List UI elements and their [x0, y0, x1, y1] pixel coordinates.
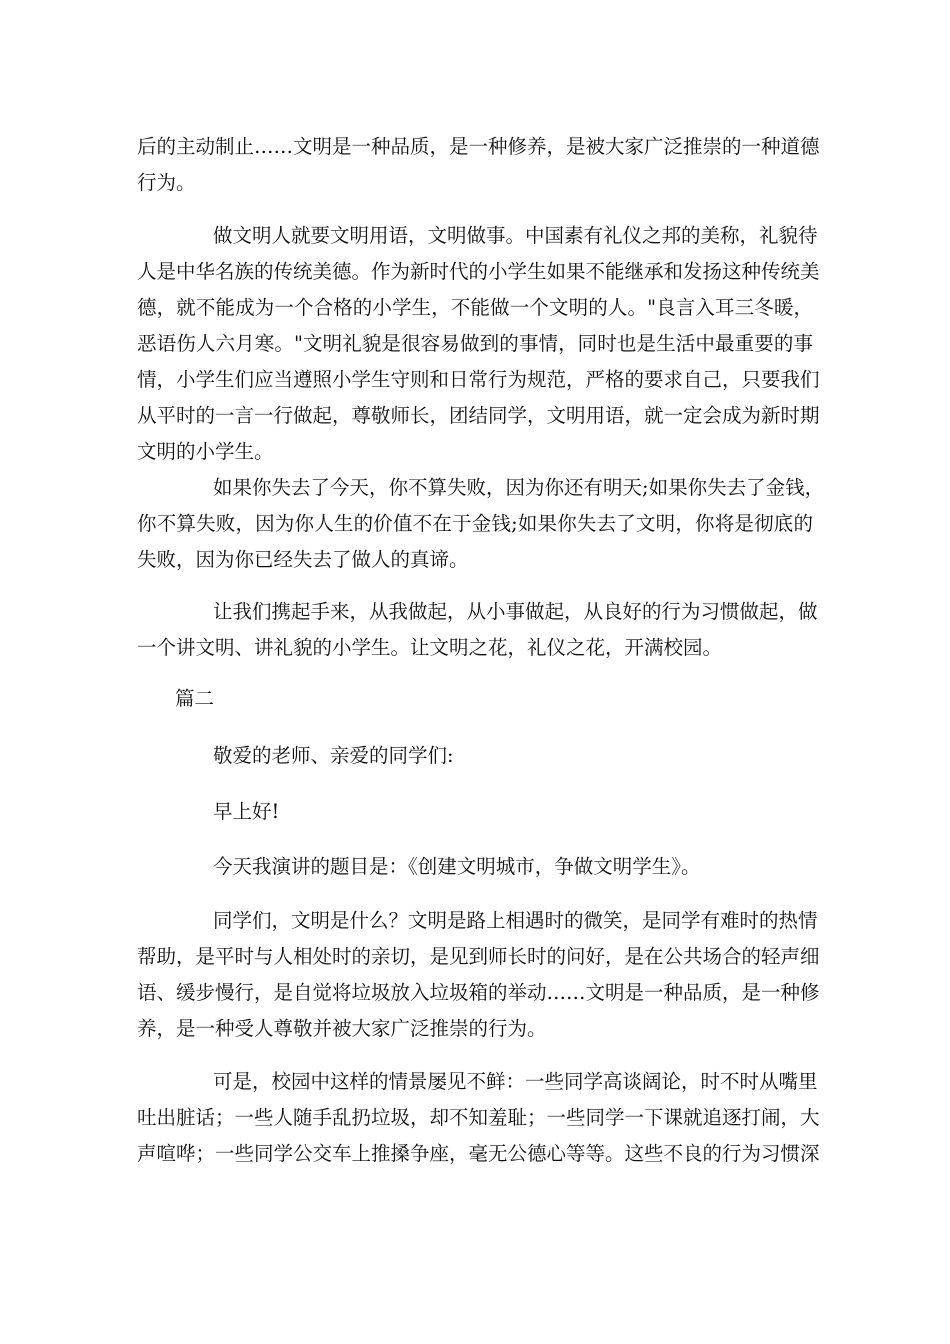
paragraph-line: 后的主动制止……文明是一种品质，是一种修养，是被大家广泛推崇的一种道德	[137, 135, 820, 158]
paragraph-line: 帮助，是平时与人相处时的亲切，是见到师长时的问好，是在公共场合的轻声细	[137, 945, 820, 968]
paragraph-4	[137, 594, 818, 666]
paragraph-line: 失败，因为你已经失去了做人的真谛。	[137, 548, 469, 571]
paragraph-3	[137, 470, 825, 578]
paragraph-line: 人是中华名族的传统美德。作为新时代的小学生如果不能继承和发扬这种传统美	[137, 260, 820, 283]
paragraph-line: 做文明人就要文明用语，文明做事。中国素有礼仪之邦的美称，礼貌待	[213, 224, 818, 247]
paragraph-line: 同学们，文明是什么？文明是路上相遇时的微笑，是同学有难时的热情	[213, 909, 818, 932]
paragraph-line: 恶语伤人六月寒。"文明礼貌是很容易做到的事情，同时也是生活中最重要的事	[137, 332, 813, 355]
paragraph-line: 从平时的一言一行做起，尊敬师长，团结同学，文明用语，就一定会成为新时期	[137, 404, 820, 427]
paragraph-line: 情，小学生们应当遵照小学生守则和日常行为规范，严格的要求自己，只要我们	[137, 368, 820, 391]
paragraph-1	[137, 129, 820, 201]
paragraph-line: 德，就不能成为一个合格的小学生，不能做一个文明的人。"良言入耳三冬暖，	[137, 296, 813, 319]
paragraph-line: 声喧哗；一些同学公交车上推搡争座，毫无公德心等等。这些不良的行为习惯深	[137, 1142, 820, 1165]
paragraph-5	[137, 903, 820, 1047]
speech-topic: 今天我演讲的题目是：《创建文明城市，争做文明学生》。	[213, 855, 701, 878]
section-heading: 篇二	[175, 687, 215, 710]
paragraph-line: 文明的小学生。	[137, 440, 274, 463]
paragraph-2	[137, 218, 820, 470]
paragraph-line: 如果你失去了今天，你不算失败，因为你还有明天;如果你失去了金钱，	[213, 476, 825, 499]
paragraph-line: 一个讲文明、讲礼貌的小学生。让文明之花，礼仪之花，开满校园。	[137, 636, 723, 659]
paragraph-6	[137, 1064, 820, 1172]
paragraph-line: 行为。	[137, 171, 196, 194]
paragraph-line: 吐出脏话；一些人随手乱扔垃圾，却不知羞耻；一些同学一下课就追逐打闹，大	[137, 1106, 820, 1129]
paragraph-line: 让我们携起手来，从我做起，从小事做起，从良好的行为习惯做起，做	[213, 600, 818, 623]
paragraph-line: 养，是一种受人尊敬并被大家广泛推崇的行为。	[137, 1017, 547, 1040]
paragraph-line: 可是，校园中这样的情景屡见不鲜：一些同学高谈阔论，时不时从嘴里	[213, 1070, 818, 1093]
paragraph-line: 语、缓步慢行，是自觉将垃圾放入垃圾箱的举动……文明是一种品质，是一种修	[137, 981, 820, 1004]
paragraph-line: 你不算失败，因为你人生的价值不在于金钱;如果你失去了文明，你将是彻底的	[137, 512, 813, 535]
salutation: 敬爱的老师、亲爱的同学们:	[213, 744, 454, 767]
greeting: 早上好!	[213, 800, 280, 823]
